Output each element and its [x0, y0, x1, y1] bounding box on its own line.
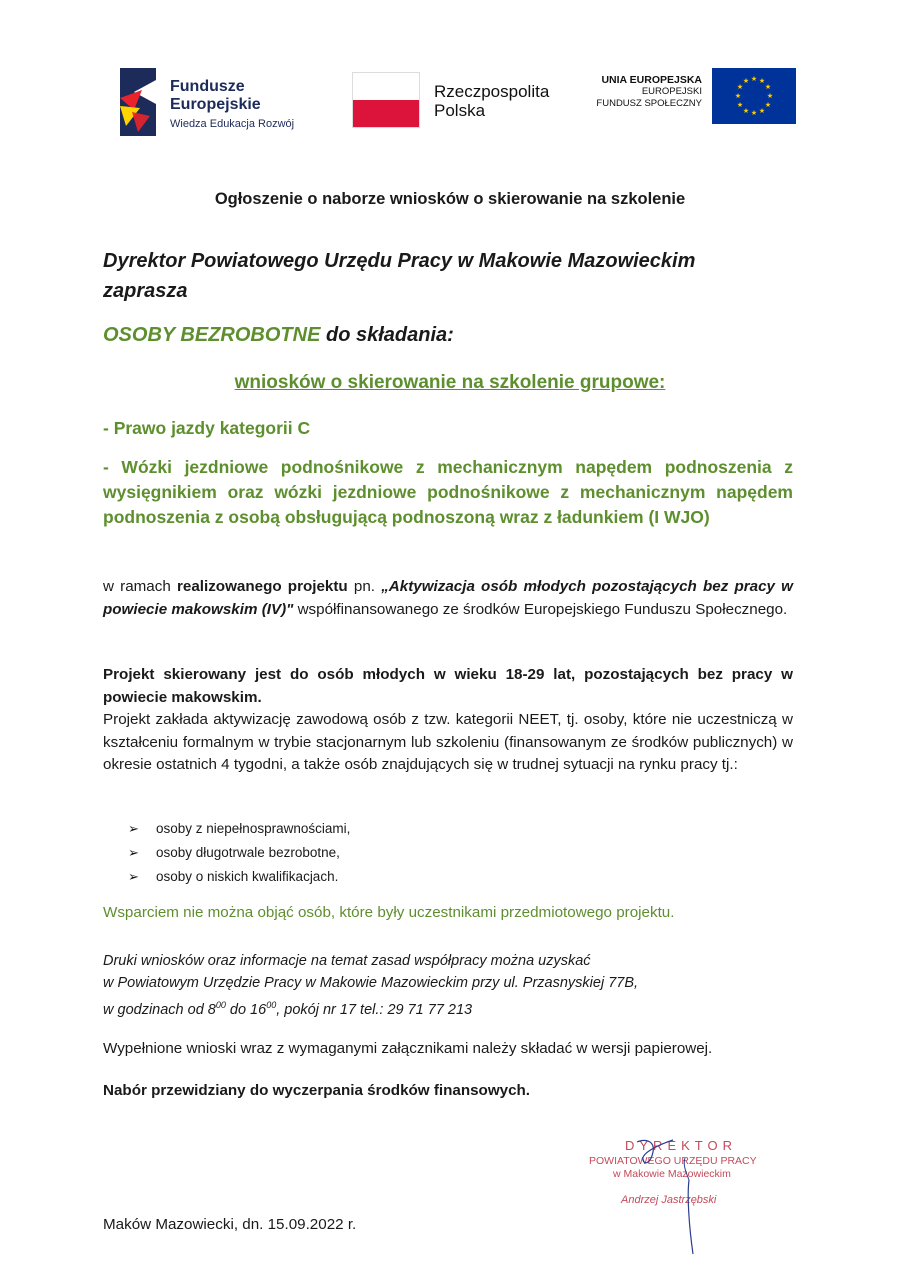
ue-title: UNIA EUROPEJSKA [601, 74, 702, 86]
director-line2: zaprasza [103, 280, 188, 302]
contact-info [103, 950, 793, 1021]
unia-europejska-logo [580, 68, 796, 126]
fundusze-europejskie-logo [120, 68, 320, 138]
director-line1: Dyrektor Powiatowego Urzędu Pracy w Makowie Mazowieckim [103, 250, 696, 272]
project-post: współfinansowanego ze środków Europejskiego Funduszu Społecznego. [293, 600, 788, 618]
project-pre: w ramach [103, 578, 177, 595]
rp-name-line1: Rzeczpospolita [434, 82, 550, 101]
contact-line1: Druki wniosków oraz informacje na temat zasad współpracy można uzyskać [103, 953, 591, 969]
svg-text:★: ★ [736, 83, 744, 91]
svg-text:★: ★ [750, 109, 758, 117]
arrow-bullet-icon: ➢ [128, 869, 139, 884]
list-item-text: osoby długotrwale bezrobotne, [156, 845, 340, 860]
course-item-forklifts: - Wózki jezdniowe podnośnikowe z mechanicznym napędem podnoszenia z wysięgnikiem oraz wózki jezdniowe podnośnikowe z mechanicznym napędem podnoszenia z osobą obsługującą podnoszoną wraz z ładunkiem (I WJO) [103, 457, 793, 527]
svg-text:★: ★ [734, 92, 742, 100]
polish-flag-icon [352, 72, 420, 128]
target-group-highlight: OSOBY BEZROBOTNE [103, 324, 321, 346]
list-item-text: osoby o niskich kwalifikacjach. [156, 869, 339, 884]
invite-heading [103, 324, 793, 347]
project-name: „Aktywizacja osób młodych pozostających bez pracy w powiecie makowskim (IV)" [103, 578, 793, 618]
exclusion-notice: Wsparciem nie można objąć osób, które były uczestnikami przedmiotowego projektu. [103, 904, 675, 921]
svg-text:★: ★ [750, 75, 758, 83]
recruitment-note: Nabór przewidziany do wyczerpania środków finansowych. [103, 1082, 531, 1099]
arrow-bullet-icon: ➢ [128, 845, 139, 860]
stamp-signature-name: Andrzej Jastrzębski [621, 1194, 717, 1206]
svg-text:★: ★ [736, 101, 744, 109]
rzeczpospolita-polska-logo [352, 72, 572, 130]
rp-name-line2: Polska [434, 101, 486, 120]
list-item-text: osoby z niepełnosprawnościami, [156, 821, 351, 836]
target-text: Projekt zakłada aktywizację zawodową osób z tzw. kategorii NEET, tj. osoby, które nie uczestniczą w kształceniu formalnym w trybie stacjonarnym lub szkoleniu (finansowanym ze środków publicznych) w okresie ostatnich 4 tygodni, a także osób znajdujących się w trudnej sytuacji na rynku pracy tj.: [103, 711, 793, 773]
submission-instructions: Wypełnione wnioski wraz z wymaganymi załącznikami należy składać w wersji papierowej. [103, 1040, 713, 1057]
target-paragraph [103, 664, 793, 777]
director-heading [103, 246, 793, 306]
arrow-bullet-icon: ➢ [128, 821, 139, 836]
ue-fund-line1: EUROPEJSKI [641, 86, 702, 97]
eligibility-list [128, 817, 350, 889]
contact-line2: w Powiatowym Urzędzie Pracy w Makowie Mazowieckim przy ul. Przasnyskiej 77B, [103, 975, 639, 991]
svg-text:★: ★ [742, 107, 750, 115]
stamp-office: POWIATOWEGO URZĘDU PRACY [589, 1155, 757, 1167]
svg-text:★: ★ [766, 92, 774, 100]
svg-text:★: ★ [764, 101, 772, 109]
svg-text:★: ★ [764, 83, 772, 91]
document-date: Maków Mazowiecki, dn. 15.09.2022 r. [103, 1216, 357, 1233]
project-bold: realizowanego projektu [176, 578, 348, 595]
fe-name-line2: Europejskie [170, 96, 261, 113]
list-item [128, 865, 350, 889]
list-item [128, 841, 350, 865]
svg-text:★: ★ [758, 77, 766, 85]
target-bold: Projekt skierowany jest do osób młodych w wieku 18-29 lat, pozostających bez pracy w powiecie makowskim. [103, 666, 793, 706]
invite-rest: do składania: [320, 324, 454, 346]
eu-flag-icon [712, 68, 796, 124]
svg-text:★: ★ [742, 77, 750, 85]
director-stamp [585, 1136, 775, 1256]
fe-program-name: Wiedza Edukacja Rozwój [170, 118, 295, 130]
stamp-title: DYREKTOR [625, 1138, 737, 1153]
list-item [128, 817, 350, 841]
project-paragraph [103, 576, 793, 621]
handwritten-signature-icon [585, 1136, 775, 1256]
training-type-heading: wniosków o skierowanie na szkolenie grupowe: [234, 372, 666, 393]
fe-name-line1: Fundusze [170, 78, 245, 95]
svg-text:★: ★ [758, 107, 766, 115]
ue-fund-line2: FUNDUSZ SPOŁECZNY [596, 98, 702, 109]
project-mid: pn. [347, 578, 382, 595]
page-title: Ogłoszenie o naborze wniosków o skierowanie na szkolenie [214, 190, 686, 208]
fe-star-emblem-icon [120, 68, 156, 136]
course-item-driving-license: - Prawo jazdy kategorii C [103, 418, 311, 438]
contact-line3: w godzinach od $8^{00}$ do $16^{00}$, pokój nr 17 tel.: 29 71 77 213 [103, 1000, 473, 1018]
stamp-location: w Makowie Mazowieckim [613, 1168, 731, 1180]
